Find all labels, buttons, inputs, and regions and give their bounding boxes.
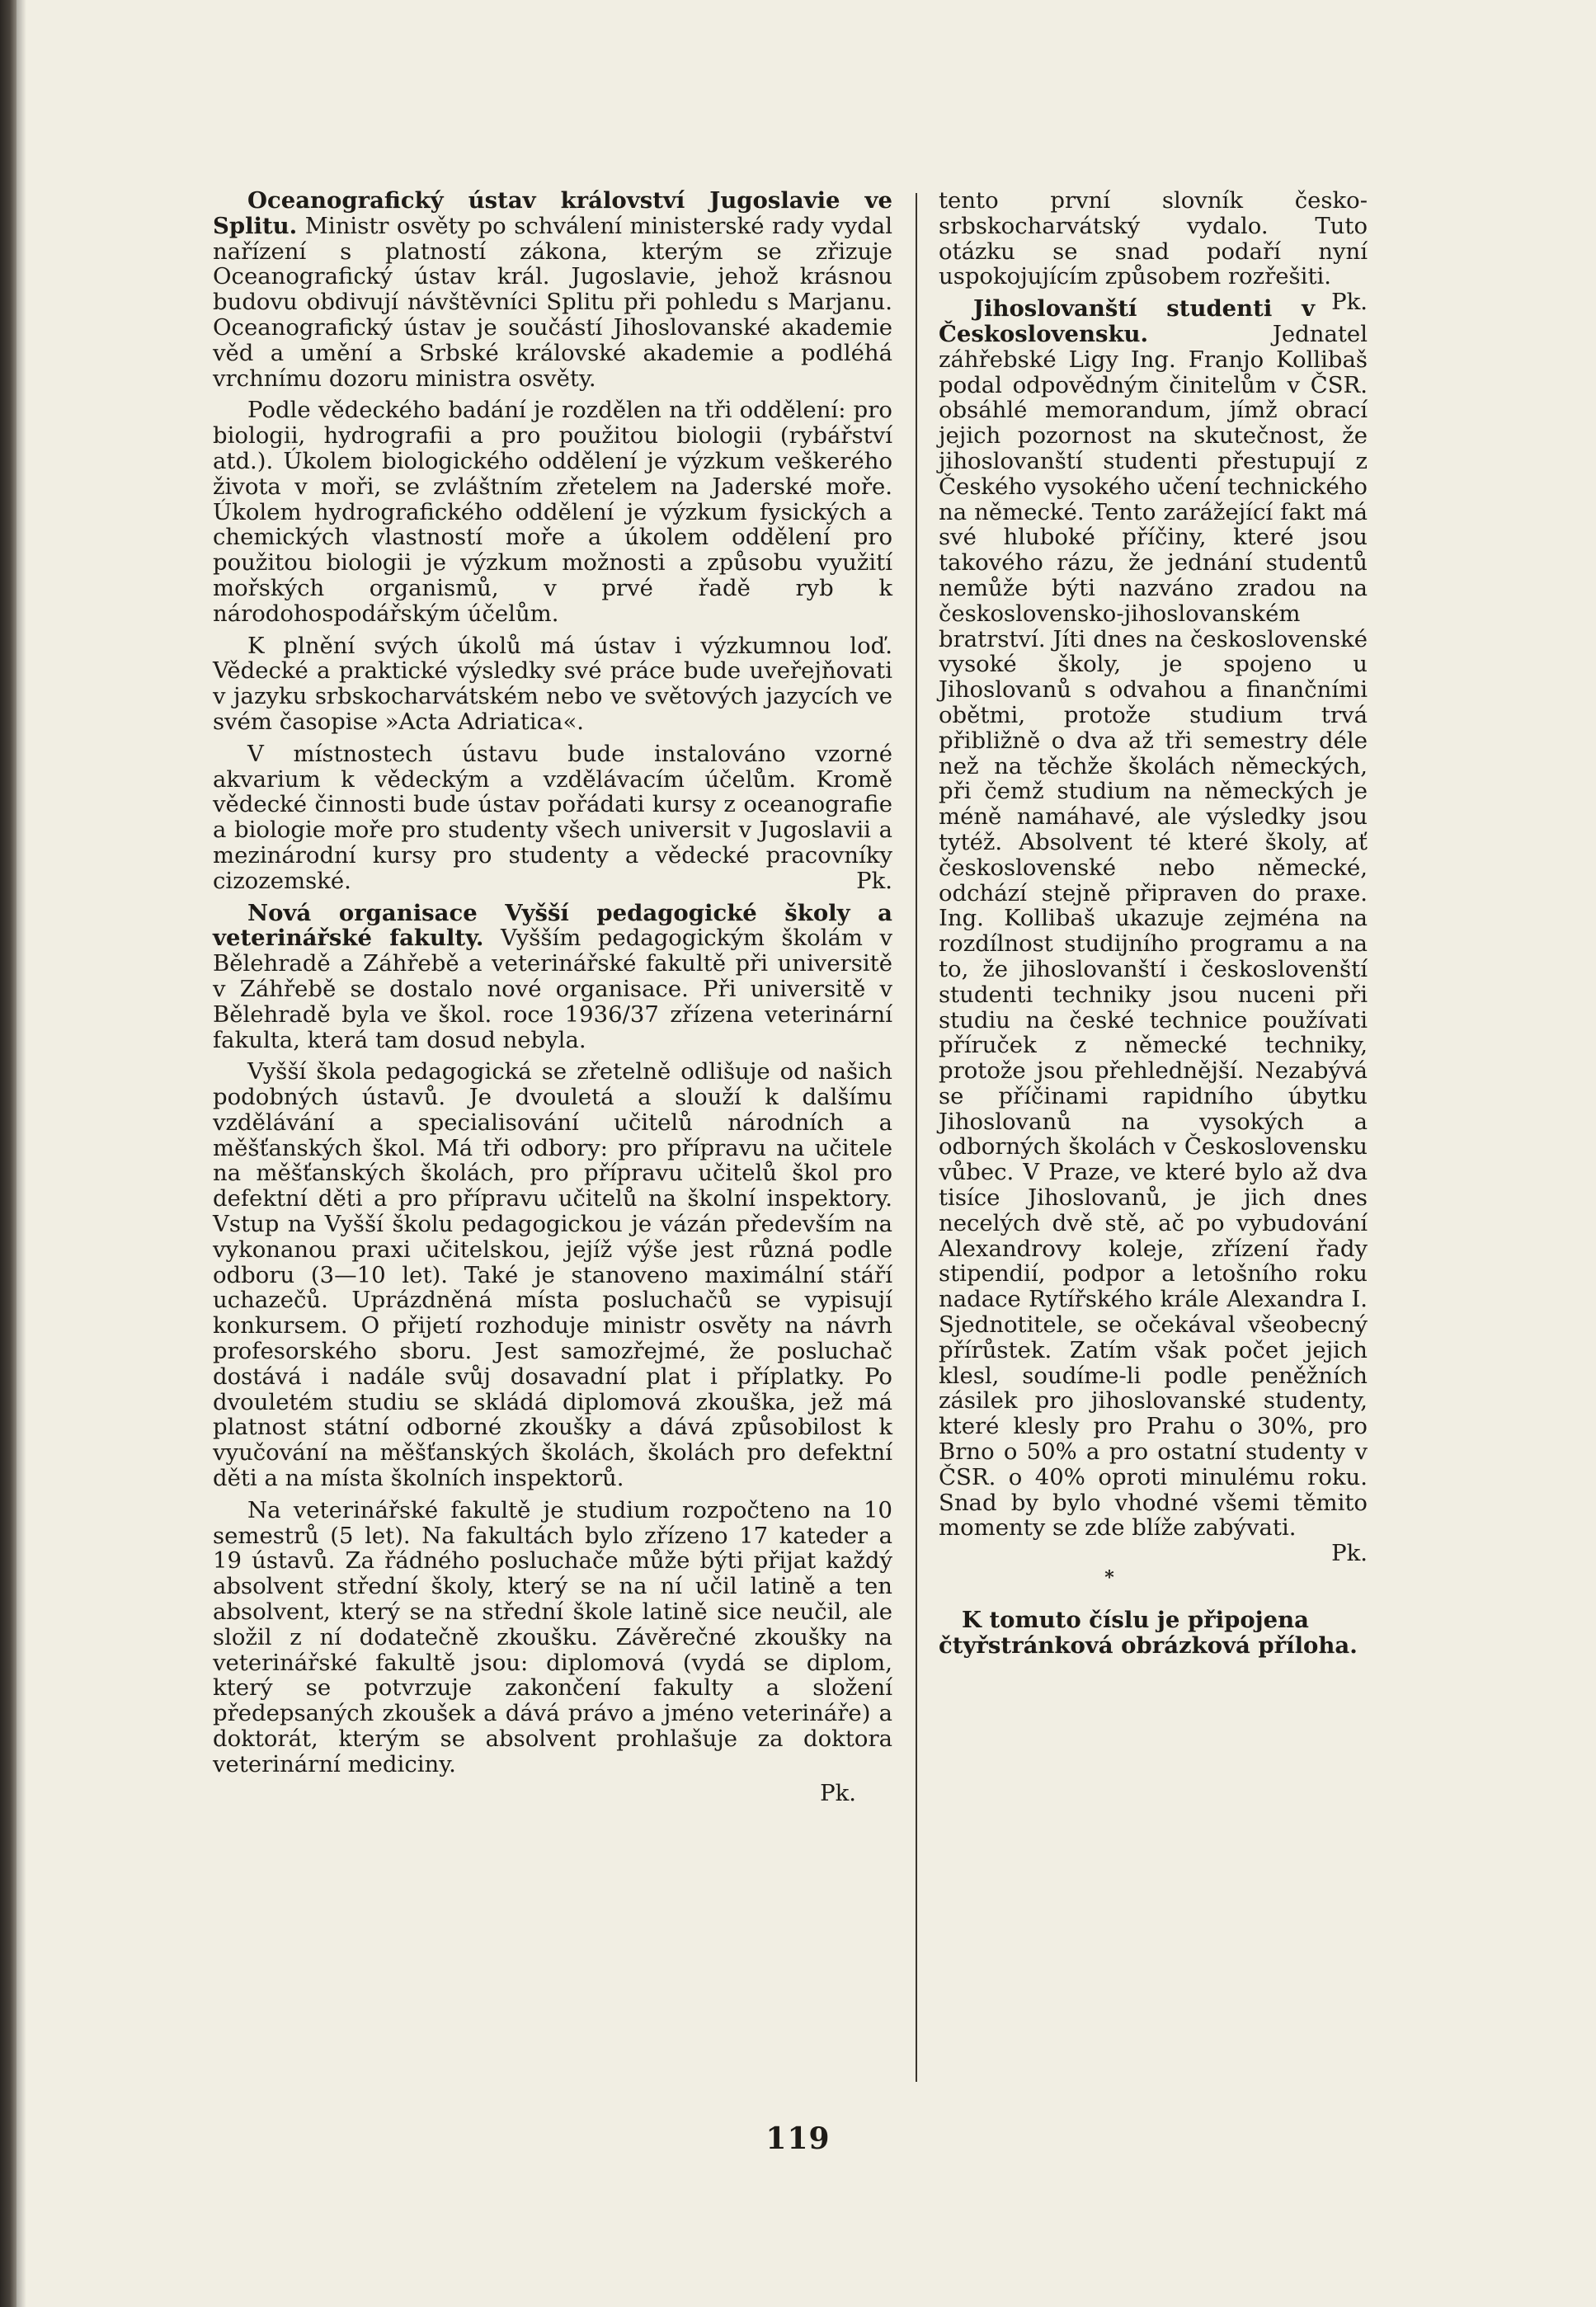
oceanography-headline: Oceanografický ústav království Jugoslavie ve Splitu. bbox=[213, 187, 892, 239]
pedagogy-text-1: Vyšším pedagogickým školám v Bělehradě a Záhřebě a veterinářské fakultě při universitě v Záhřebě se dostalo nové organisace. Při universitě v Bělehradě byla ve škol. roce 1936/37 zřízena veterinární fakulta, která tam dosud nebyla. bbox=[213, 925, 892, 1053]
pedagogy-paragraph-1 bbox=[213, 901, 892, 1053]
oceanography-text-1: Ministr osvěty po schválení ministerské rady vydal nařízení s platností zákona, kterým se zřizuje Oceanografický ústav král. Jugoslavie, jehož krásnou budovu obdivují návštěvníci Splitu při pohledu s Marjanu. Oceanografický ústav je součástí Jihoslovanské akademie věd a umění a Srbské královské akademie a podléhá vrchnímu dozoru ministra osvěty. bbox=[213, 212, 892, 392]
students-paragraph bbox=[939, 295, 1368, 1567]
oceanography-paragraph-4 bbox=[213, 742, 892, 894]
oceanography-paragraph-3: K plnění svých úkolů má ústav i výzkumnou loď. Vědecké a praktické výsledky své práce bude uveřejňovati v jazyku srbskocharvátském nebo ve světových jazycích ve svém časopise »Acta Adriatica«. bbox=[213, 632, 892, 735]
pedagogy-signature: Pk. bbox=[820, 1779, 856, 1806]
supplement-notice: K tomuto číslu je připojena čtyřstránková obrázková příloha. bbox=[939, 1607, 1358, 1659]
oceanography-paragraph-1 bbox=[213, 188, 892, 391]
continuation-text: tento první slovník česko-srbskocharvátský vydalo. Tuto otázku se snad podaří nyní uspokojujícím způsobem rozřešiti. bbox=[939, 187, 1368, 290]
left-column bbox=[213, 188, 892, 1806]
section-separator: * bbox=[1104, 1567, 1114, 1589]
oceanography-text-4: V místnostech ústavu bude instalováno vzorné akvarium k vědeckým a vzdělávacím účelům. Kromě vědecké činnosti bude ústav pořádati kursy z oceanografie a biologie moře pro studenty všech universit v Jugoslavii a mezinárodní kursy pro studenty a vědecké pracovníky cizozemské. bbox=[213, 740, 892, 894]
pedagogy-paragraph-3: Na veterinářské fakultě je studium rozpočteno na 10 semestrů (5 let). Na fakultách bylo zřízeno 17 kateder a 19 ústavů. Za řádného posluchače může býti přijat každý absolvent střední školy, který se na ní učil latině a ten absolvent, který se na střední škole latině sice neučil, ale složil z ní dodatečně zkoušku. Závěrečné zkoušky na veterinářské fakultě jsou: diplomová (vydá se diplom, který se potvrzuje zakončení fakulty a složení předepsaných zkoušek a dává právo a jméno veterináře) a doktorát, kterým se absolvent prohlašuje za doktora veterinární mediciny. bbox=[213, 1496, 892, 1777]
book-binding-edge bbox=[0, 0, 16, 2307]
pedagogy-headline: Nová organisace Vyšší pedagogické školy a veterinářské fakulty. bbox=[213, 899, 892, 952]
binding-shadow bbox=[16, 0, 26, 2307]
oceanography-signature: Pk. bbox=[856, 867, 892, 894]
oceanography-paragraph-2: Podle vědeckého badání je rozdělen na tři oddělení: pro biologii, hydrografii a pro použitou biologii (rybářství atd.). Úkolem biologického oddělení je výzkum veškerého života v moři, se zvláštním zřetelem na Jaderské moře. Úkolem hydrografického oddělení je výzkum fysických a chemických vlastností moře a úkolem oddělení pro použitou biologii je výzkum možnosti a způsobu využití mořských organismů, v prvé řadě ryb k národohospodářským účelům. bbox=[213, 397, 892, 627]
students-signature: Pk. bbox=[1331, 1540, 1368, 1567]
continuation-signature: Pk. bbox=[1331, 289, 1368, 316]
students-headline: Jihoslovanští studenti v Československu. bbox=[939, 295, 1316, 347]
page-number: 119 bbox=[765, 2121, 831, 2156]
right-column bbox=[939, 188, 1368, 1665]
pedagogy-paragraph-2: Vyšší škola pedagogická se zřetelně odlišuje od našich podobných ústavů. Je dvouletá a slouží k dalšímu vzdělávání a specialisování učitelů národních a měšťanských škol. Má tři odbory: pro přípravu na učitele na měšťanských školách, pro přípravu učitelů škol pro defektní děti a pro přípravu učitelů na školní inspektory. Vstup na Vyšší školu pedagogickou je vázán především na vykonanou praxi učitelskou, jejíž výše jest různá podle odboru (3—10 let). Také je stanoveno maximální stáří uchazečů. Uprázdněná místa posluchačů se vypisují konkursem. O přijetí rozhoduje ministr osvěty na návrh profesorského sboru. Jest samozřejmé, že posluchač dostává i nadále svůj dosavadní plat i příplatky. Po dvouletém studiu se skládá diplomová zkouška, jež má platnost státní odborné zkoušky a dává způsobilost k vyučování na měšťanských školách, školách pro defektní děti a na místa školních inspektorů. bbox=[213, 1058, 892, 1492]
continuation-paragraph bbox=[939, 187, 1368, 316]
students-text: Jednatel záhřebské Ligy Ing. Franjo Kollibaš podal odpovědným činitelům v ČSR. obsáhlé memorandum, jímž obrací jejich pozornost na skutečnost, že jihoslovanští studenti přestupují z Českého vysokého učení technického na německé. Tento zarážející fakt má své hluboké příčiny, které jsou takového rázu, že jednání studentů nemůže býti nazváno zradou na československo-jihoslovanském bratrství. Jíti dnes na československé vysoké školy, je spojeno u Jihoslovanů s odvahou a finančními obětmi, protože studium trvá přibližně o dva až tři semestry déle než na těchže školách německých, při čemž studium na německých je méně namáhavé, ale výsledky jsou tytéž. Absolvent té které školy, ať československé nebo německé, odchází stejně připraven do praxe. Ing. Kollibaš ukazuje zejména na rozdílnost studijního programu a na to, že jihoslovanští i českoslovenští studenti techniky jsou nuceni při studiu na české technice používati příruček z německé techniky, protože jsou přehlednější. Nezabývá se příčinami rapidního úbytku Jihoslovanů na vysokých a odborných školách v Československu vůbec. V Praze, ve které bylo až dva tisíce Jihoslovanů, je jich dnes necelých dvě stě, ač po vybudování Alexandrovy koleje, zřízení řady stipendií, podpor a letošního roku nadace Rytířského krále Alexandra I. Sjednotitele, se očekával všeobecný přírůstek. Zatím však počet jejich klesl, soudíme-li podle peněžních zásilek pro jihoslovanské studenty, které klesly pro Prahu o 30%, pro Brno o 50% a pro ostatní studenty v ČSR. o 40% oproti minulému roku. Snad by bylo vhodné všemi těmito momenty se zde blíže zabývati. bbox=[939, 320, 1368, 1542]
column-divider bbox=[916, 193, 917, 2082]
